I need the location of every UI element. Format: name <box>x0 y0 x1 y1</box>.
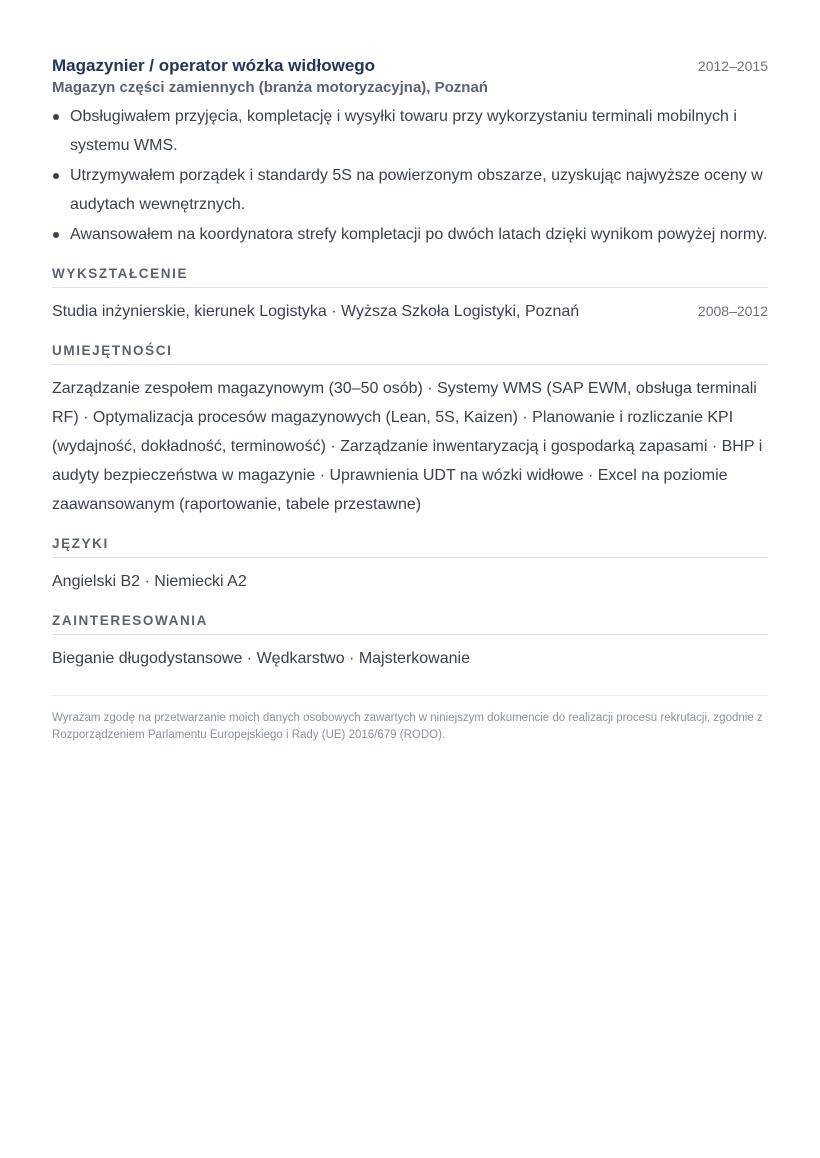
job-company: Magazyn części zamiennych (branża motoryzacyjna), Poznań <box>52 79 488 96</box>
education-section <box>52 266 768 326</box>
gdpr-consent: Wyrażam zgodę na przetwarzanie moich danych osobowych zawartych w niniejszym dokumencie do realizacji procesu rekrutacji, zgodnie z Rozporządzeniem Parlamentu Europejskiego i Rady (UE) 2016/679 (RODO). <box>52 695 768 744</box>
education-heading: WYKSZTAŁCENIE <box>52 266 768 288</box>
job-bullet-text: Obsługiwałem przyjęcia, kompletację i wysyłki towaru przy wykorzystaniu terminali mobilnych i systemu WMS. <box>70 108 737 154</box>
interests-text: Bieganie długodystansowe · Wędkarstwo · Majsterkowanie <box>52 650 470 667</box>
job-bullet-text: Utrzymywałem porządek i standardy 5S na powierzonym obszarze, uzyskując najwyższe oceny w audytach wewnętrznych. <box>70 167 763 213</box>
languages-text: Angielski B2 · Niemiecki A2 <box>52 573 247 590</box>
skills-text: Zarządzanie zespołem magazynowym (30–50 osób) · Systemy WMS (SAP EWM, obsługa terminali RF) · Optymalizacja procesów magazynowych (Lean, 5S, Kaizen) · Planowanie i rozliczanie KPI (wydajność, dokładność, terminowość) · Zarządzanie inwentaryzacją i gospodarką zapasami · BHP i audyty bezpieczeństwa w magazynie · Uprawnienia UDT na wózki widłowe · Excel na poziomie zaawansowanym (raportowanie, tabele przestawne) <box>52 380 763 513</box>
education-dates: 2008–2012 <box>697 303 768 319</box>
job-bullet-list <box>52 102 768 249</box>
cv-page <box>52 54 768 744</box>
languages-heading: JĘZYKI <box>52 536 768 558</box>
bullet-dot-icon <box>53 173 59 179</box>
job-bullet-text: Awansowałem na koordynatora strefy kompletacji po dwóch latach dzięki wynikom powyżej normy. <box>70 226 768 243</box>
skills-heading: UMIEJĘTNOŚCI <box>52 343 768 365</box>
bullet-dot-icon <box>53 232 59 238</box>
interests-heading: ZAINTERESOWANIA <box>52 613 768 635</box>
education-entry <box>52 297 768 326</box>
experience-header <box>52 54 768 78</box>
job-bullet <box>52 220 768 249</box>
skills-section <box>52 343 768 519</box>
job-dates: 2012–2015 <box>697 58 768 74</box>
languages-section <box>52 536 768 596</box>
education-text: Studia inżynierskie, kierunek Logistyka · Wyższa Szkoła Logistyki, Poznań <box>52 303 580 320</box>
bullet-dot-icon <box>53 114 59 120</box>
job-title: Magazynier / operator wózka widłowego <box>52 56 376 75</box>
interests-section <box>52 613 768 673</box>
experience-entry <box>52 54 768 249</box>
job-bullet <box>52 161 768 219</box>
job-bullet <box>52 102 768 160</box>
